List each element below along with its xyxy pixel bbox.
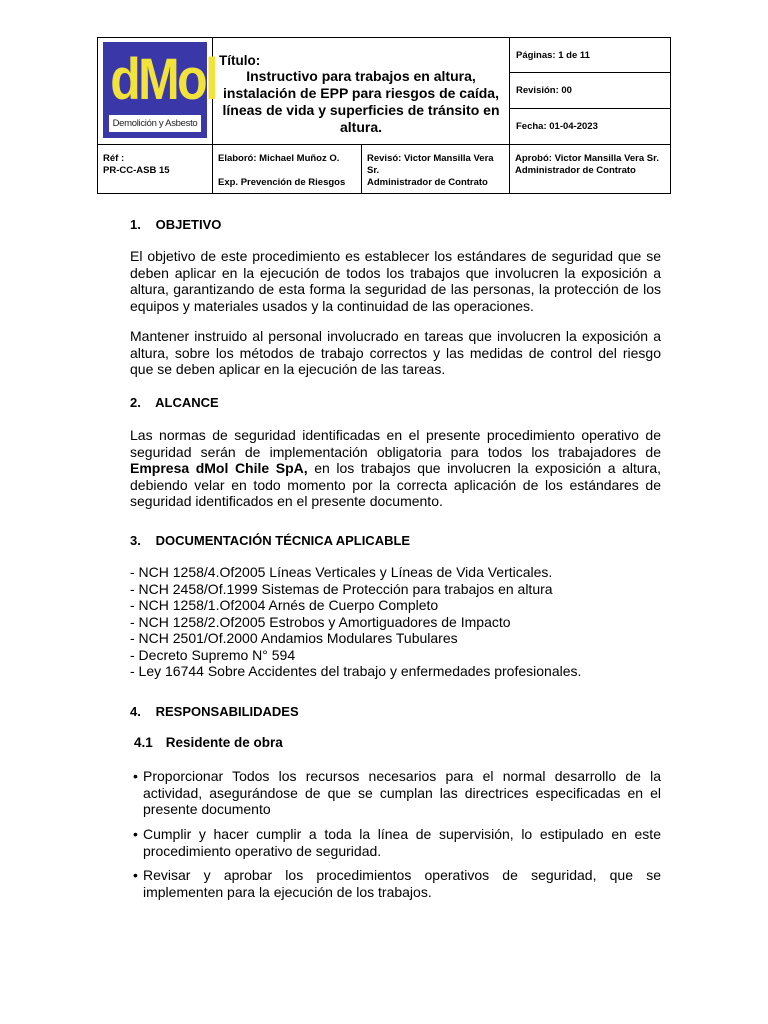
title-label: Título:	[219, 53, 261, 68]
section-2-text-b: en los trabajos que involucren la exposición a altura, debiendo velar en todo momento por la correcta aplicación de los estándares de seguridad identificados en el presente documento.	[130, 460, 661, 509]
ref-cell	[98, 145, 213, 194]
title-cell	[213, 38, 510, 145]
logo-text: dMol	[110, 47, 217, 112]
section-2-text-a: Las normas de seguridad identificadas en el presente procedimiento operativo de seguridad serán de implementación obligatoria para todos los trabajadores de	[130, 427, 661, 460]
aprobo-name: Aprobó: Victor Mansilla Vera Sr.	[515, 153, 659, 165]
document-date: Fecha: 01-04-2023	[516, 121, 598, 133]
list-item: - Decreto Supremo N° 594	[130, 646, 296, 663]
bullet-text: Cumplir y hacer cumplir a toda la línea de supervisión, lo estipulado en este procedimiento operativo de seguridad.	[143, 826, 661, 859]
elaboro-role: Exp. Prevención de Riesgos	[218, 177, 346, 189]
subsection-4-1-title: Residente de obra	[165, 735, 283, 750]
reviso-cell	[362, 145, 510, 194]
ref-code: PR-CC-ASB 15	[103, 165, 170, 177]
list-item: - NCH 2458/Of.1999 Sistemas de Protección para trabajos en altura	[130, 580, 553, 597]
subsection-4-1-heading	[134, 735, 283, 750]
section-4-heading	[130, 704, 299, 719]
section-1-paragraph-1: El objetivo de este procedimiento es establecer los estándares de seguridad que se deben aplicar en la ejecución de todos los trabajos que involucren la exposición a altura, garantizando de esta forma la seguridad de las personas, la protección de los equipos y materiales usados y la continuidad de las operaciones.	[130, 248, 661, 314]
list-item: - NCH 2501/Of.2000 Andamios Modulares Tubulares	[130, 630, 458, 646]
section-1-heading	[130, 217, 221, 232]
reviso-name: Revisó: Victor Mansilla Vera Sr.	[367, 153, 494, 177]
section-1-paragraph-2: Mantener instruido al personal involucrado en tareas que involucren la exposición a altura, sobre los métodos de trabajo correctos y las medidas de control del riesgo que se deben aplicar en la ejecución de las tareas.	[130, 328, 661, 377]
section-4-title: RESPONSABILIDADES	[155, 704, 299, 719]
dmol-logo	[103, 42, 217, 138]
document-title: Instructivo para trabajos en altura, instalación de EPP para riesgos de caída, líneas de vida y superficies de tránsito en altura.	[222, 68, 500, 135]
section-2-heading	[130, 395, 219, 410]
bullet-item	[133, 867, 661, 900]
logo-cell	[98, 38, 217, 145]
bullet-dot: •	[133, 867, 138, 883]
section-2-paragraph	[130, 427, 661, 510]
documentation-list	[130, 564, 581, 680]
section-2-number: 2.	[130, 395, 141, 410]
company-name: Empresa dMol Chile SpA,	[130, 460, 308, 476]
bullet-dot: •	[133, 826, 138, 842]
bullet-text: Revisar y aprobar los procedimientos operativos de seguridad, que se implementen para la ejecución de los trabajos.	[143, 867, 661, 900]
revision-cell	[510, 73, 671, 108]
reviso-role: Administrador de Contrato	[367, 177, 488, 189]
pages-cell	[510, 38, 671, 73]
revision-number: Revisión: 00	[516, 85, 572, 97]
section-1-title: OBJETIVO	[155, 217, 222, 232]
pages-count: Páginas: 1 de 11	[516, 49, 590, 61]
list-item: - NCH 1258/2.Of2005 Estrobos y Amortiguadores de Impacto	[130, 613, 511, 630]
section-4-number: 4.	[130, 704, 141, 719]
document-header-table	[97, 37, 671, 194]
section-3-title: DOCUMENTACIÓN TÉCNICA APLICABLE	[155, 533, 411, 548]
list-item: - NCH 1258/1.Of2004 Arnés de Cuerpo Completo	[130, 597, 439, 613]
bullet-dot: •	[133, 768, 138, 784]
elaboro-cell	[213, 145, 362, 194]
list-item: - NCH 1258/4.Of2005 Líneas Verticales y Líneas de Vida Verticales.	[130, 564, 553, 580]
section-2-title: ALCANCE	[155, 395, 219, 410]
elaboro-name: Elaboró: Michael Muñoz O.	[218, 153, 340, 165]
bullet-item	[133, 768, 661, 818]
section-3-number: 3.	[130, 533, 141, 548]
ref-label: Réf :	[103, 153, 125, 165]
subsection-4-1-number: 4.1	[134, 735, 153, 750]
date-cell	[510, 108, 671, 144]
section-1-number: 1.	[130, 217, 141, 232]
section-3-heading	[130, 533, 410, 548]
bullet-text: Proporcionar Todos los recursos necesarios para el normal desarrollo de la actividad, asegurándose de que se cumplan las directrices especificadas en el presente documento	[143, 768, 661, 817]
logo-tagline: Demolición y Asbesto	[109, 115, 201, 132]
bullet-item	[133, 826, 661, 859]
aprobo-role: Administrador de Contrato	[515, 165, 636, 177]
list-item: - Ley 16744 Sobre Accidentes del trabajo y enfermedades profesionales.	[130, 663, 582, 679]
aprobo-cell	[510, 145, 671, 194]
